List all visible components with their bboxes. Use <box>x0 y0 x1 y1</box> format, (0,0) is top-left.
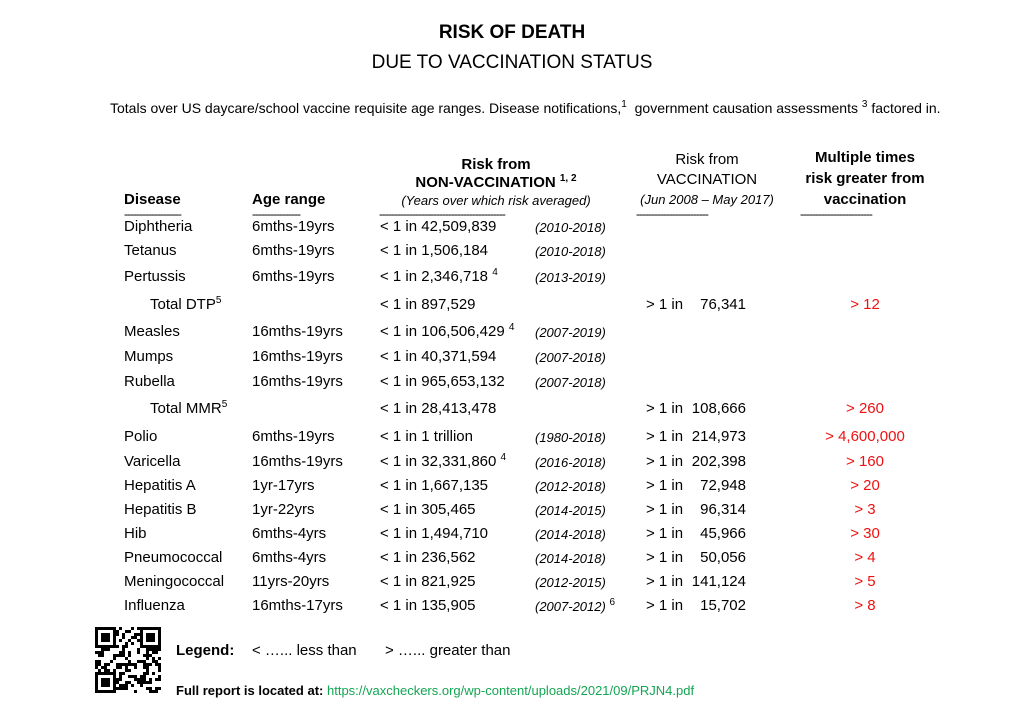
row-years-value: (2013-2019) <box>535 270 606 285</box>
row-years-value: (2007-2012) <box>535 599 606 614</box>
row-multiple: > 3 <box>854 501 876 518</box>
row-years <box>535 350 606 365</box>
row-disease <box>150 400 227 417</box>
row-vax-value: 108,666 <box>691 400 746 417</box>
row-years-sup: 6 <box>609 597 616 608</box>
row-nonvax-value: < 1 in 1,494,710 <box>380 525 489 542</box>
row-disease <box>124 549 222 566</box>
row-years <box>535 551 606 566</box>
header-non-vaccination-note: (Years over which risk averaged) <box>401 193 591 208</box>
header-vaccination-note: (Jun 2008 – May 2017) <box>640 192 774 207</box>
row-years <box>535 270 606 285</box>
row-nonvax-value: < 1 in 305,465 <box>380 501 476 518</box>
row-vax-prefix: > 1 in <box>646 296 684 313</box>
row-disease <box>124 348 173 365</box>
qr-code-icon <box>95 627 161 693</box>
row-disease-label: Hepatitis A <box>124 477 196 494</box>
row-years <box>535 430 606 445</box>
intro-part-1: Totals over US daycare/school vaccine requisite age ranges. Disease notifications, <box>110 100 622 116</box>
row-years <box>535 244 606 259</box>
row-nonvax-value: < 1 in 897,529 <box>380 296 476 313</box>
row-disease-sup: 5 <box>215 295 222 306</box>
intro-part-3: factored in. <box>871 100 941 116</box>
row-nonvax-risk <box>380 323 514 340</box>
row-nonvax-value: < 1 in 1,506,184 <box>380 242 489 259</box>
row-disease <box>124 218 192 235</box>
row-years <box>535 503 606 518</box>
row-vax-value: 202,398 <box>691 453 746 470</box>
row-nonvax-risk <box>380 549 476 566</box>
row-age-range: 6mths-19yrs <box>252 218 335 235</box>
page-title: RISK OF DEATH <box>438 22 586 43</box>
row-nonvax-risk <box>380 597 476 614</box>
intro-sup-1: 1 <box>621 99 627 110</box>
row-years <box>535 455 606 470</box>
row-age-range: 16mths-19yrs <box>252 373 343 390</box>
row-disease <box>124 525 147 542</box>
row-years <box>535 220 606 235</box>
row-vax-prefix: > 1 in <box>646 428 684 445</box>
row-age-range: 16mths-19yrs <box>252 323 343 340</box>
row-disease-label: Total MMR <box>150 400 222 417</box>
row-years-value: (2012-2018) <box>535 479 606 494</box>
row-disease <box>150 296 221 313</box>
intro-sup-2: 3 <box>861 99 868 110</box>
row-years <box>535 599 615 614</box>
header-multiple-line-2: risk greater from <box>805 170 925 187</box>
row-years-value: (1980-2018) <box>535 430 606 445</box>
header-vaccination: VACCINATION <box>656 171 758 188</box>
row-nonvax-value: < 1 in 236,562 <box>380 549 476 566</box>
row-age-range: 1yr-22yrs <box>252 501 315 518</box>
header-risk-from: Risk from <box>461 156 531 173</box>
report-line <box>176 683 694 698</box>
row-nonvax-value: < 1 in 135,905 <box>380 597 476 614</box>
row-multiple: > 20 <box>850 477 880 494</box>
row-disease-label: Measles <box>124 323 180 340</box>
row-vax-prefix: > 1 in <box>646 573 684 590</box>
row-nonvax-value: < 1 in 1 trillion <box>380 428 473 445</box>
row-nonvax-risk <box>380 453 506 470</box>
row-nonvax-value: < 1 in 28,413,478 <box>380 400 497 417</box>
row-age-range: 6mths-19yrs <box>252 268 335 285</box>
header-age-range: Age range <box>252 191 326 208</box>
row-vax-value: 141,124 <box>691 573 746 590</box>
row-multiple: > 12 <box>850 296 880 313</box>
header-divider-vax: ------------------------ <box>636 207 708 221</box>
row-disease <box>124 501 197 518</box>
row-vax-prefix: > 1 in <box>646 501 684 518</box>
row-nonvax-value: < 1 in 32,331,860 <box>380 453 497 470</box>
row-years-value: (2007-2019) <box>535 325 606 340</box>
header-divider-disease: ------------------- <box>124 207 181 221</box>
row-disease-label: Pertussis <box>124 268 186 285</box>
intro-part-2: government causation assessments <box>634 100 858 116</box>
row-disease-label: Polio <box>124 428 158 445</box>
row-years-value: (2016-2018) <box>535 455 606 470</box>
row-nonvax-risk <box>380 400 496 417</box>
header-multiple-line-3: vaccination <box>823 191 907 208</box>
row-disease <box>124 453 180 470</box>
page-subtitle: DUE TO VACCINATION STATUS <box>371 52 653 73</box>
row-disease-label: Meningococcal <box>124 573 225 590</box>
row-disease-label: Varicella <box>124 453 181 470</box>
row-vax-prefix: > 1 in <box>646 453 684 470</box>
row-years <box>535 527 606 542</box>
row-age-range: 6mths-4yrs <box>252 549 327 566</box>
row-disease-label: Hib <box>124 525 147 542</box>
row-vax-value: 76,341 <box>700 296 746 313</box>
header-non-vaccination-sup: 1, 2 <box>559 173 577 184</box>
row-disease-label: Tetanus <box>124 242 177 259</box>
row-disease-label: Mumps <box>124 348 174 365</box>
row-years-value: (2014-2015) <box>535 503 606 518</box>
row-vax-value: 45,966 <box>700 525 746 542</box>
row-years <box>535 375 606 390</box>
row-nonvax-risk <box>380 428 473 445</box>
header-non-vaccination <box>380 174 612 191</box>
row-years-value: (2014-2018) <box>535 551 606 566</box>
row-nonvax-risk <box>380 477 488 494</box>
row-multiple: > 30 <box>850 525 880 542</box>
row-age-range: 16mths-19yrs <box>252 453 343 470</box>
row-nonvax-risk <box>380 296 476 313</box>
header-non-vaccination-label: NON-VACCINATION <box>415 174 556 191</box>
header-divider-nonvax: ------------------------------------------ <box>379 207 505 221</box>
row-multiple: > 160 <box>846 453 884 470</box>
row-multiple: > 8 <box>854 597 876 614</box>
row-years-value: (2012-2015) <box>535 575 606 590</box>
row-nonvax-risk <box>380 348 496 365</box>
row-disease <box>124 373 175 390</box>
row-multiple: > 4,600,000 <box>825 428 905 445</box>
header-divider-multiple: ------------------------ <box>800 207 872 221</box>
row-nonvax-sup: 4 <box>508 322 515 333</box>
row-disease-label: Total DTP <box>150 296 216 313</box>
row-age-range: 6mths-19yrs <box>252 242 335 259</box>
row-nonvax-risk <box>380 268 498 285</box>
report-label: Full report is located at: <box>176 683 324 698</box>
row-nonvax-sup: 4 <box>500 452 507 463</box>
row-disease <box>124 573 224 590</box>
row-vax-prefix: > 1 in <box>646 400 684 417</box>
row-disease-sup: 5 <box>221 399 228 410</box>
row-vax-value: 15,702 <box>700 597 746 614</box>
row-age-range: 6mths-19yrs <box>252 428 335 445</box>
row-years <box>535 575 606 590</box>
header-disease: Disease <box>124 191 181 208</box>
row-years <box>535 325 606 340</box>
row-vax-prefix: > 1 in <box>646 525 684 542</box>
row-nonvax-risk <box>380 573 476 590</box>
row-nonvax-value: < 1 in 2,346,718 <box>380 268 489 285</box>
row-vax-value: 214,973 <box>691 428 746 445</box>
row-nonvax-value: < 1 in 965,653,132 <box>380 373 505 390</box>
row-nonvax-risk <box>380 525 488 542</box>
row-disease-label: Rubella <box>124 373 175 390</box>
report-link[interactable]: https://vaxcheckers.org/wp-content/uploads/2021/09/PRJN4.pdf <box>326 683 695 698</box>
row-vax-value: 72,948 <box>700 477 746 494</box>
row-vax-value: 96,314 <box>700 501 746 518</box>
row-nonvax-value: < 1 in 821,925 <box>380 573 476 590</box>
header-divider-age: ---------------- <box>252 207 300 221</box>
row-age-range: 16mths-17yrs <box>252 597 343 614</box>
row-disease <box>124 323 180 340</box>
row-multiple: > 260 <box>846 400 884 417</box>
row-multiple: > 5 <box>854 573 876 590</box>
row-age-range: 16mths-19yrs <box>252 348 343 365</box>
row-nonvax-value: < 1 in 1,667,135 <box>380 477 489 494</box>
row-disease <box>124 242 177 259</box>
legend-less-than: < …... less than <box>252 642 357 659</box>
row-disease <box>124 477 196 494</box>
row-nonvax-sup: 4 <box>492 267 498 278</box>
row-disease-label: Pneumococcal <box>124 549 223 566</box>
row-years-value: (2014-2018) <box>535 527 606 542</box>
row-nonvax-risk <box>380 242 488 259</box>
row-disease-label: Diphtheria <box>124 218 193 235</box>
row-age-range: 1yr-17yrs <box>252 477 315 494</box>
row-vax-prefix: > 1 in <box>646 549 684 566</box>
row-nonvax-value: < 1 in 40,371,594 <box>380 348 497 365</box>
legend-label: Legend: <box>176 642 235 659</box>
row-disease <box>124 428 157 445</box>
row-years-value: (2010-2018) <box>535 244 606 259</box>
row-vax-prefix: > 1 in <box>646 597 684 614</box>
row-nonvax-risk <box>380 373 505 390</box>
row-nonvax-risk <box>380 501 476 518</box>
row-age-range: 6mths-4yrs <box>252 525 327 542</box>
row-disease-label: Hepatitis B <box>124 501 197 518</box>
row-nonvax-risk <box>380 218 496 235</box>
header-vax-risk-from: Risk from <box>675 151 739 168</box>
row-nonvax-value: < 1 in 106,506,429 <box>380 323 505 340</box>
row-disease <box>124 268 186 285</box>
row-years-value: (2010-2018) <box>535 220 606 235</box>
intro-text <box>110 100 941 116</box>
row-disease-label: Influenza <box>124 597 185 614</box>
legend-greater-than: > …... greater than <box>385 642 511 659</box>
row-age-range: 11yrs-20yrs <box>252 573 330 590</box>
header-multiple-line-1: Multiple times <box>814 149 915 166</box>
row-vax-value: 50,056 <box>700 549 746 566</box>
row-years-value: (2007-2018) <box>535 375 606 390</box>
row-disease <box>124 597 185 614</box>
row-vax-prefix: > 1 in <box>646 477 684 494</box>
row-multiple: > 4 <box>854 549 876 566</box>
row-years <box>535 479 606 494</box>
row-years-value: (2007-2018) <box>535 350 606 365</box>
row-nonvax-value: < 1 in 42,509,839 <box>380 218 497 235</box>
